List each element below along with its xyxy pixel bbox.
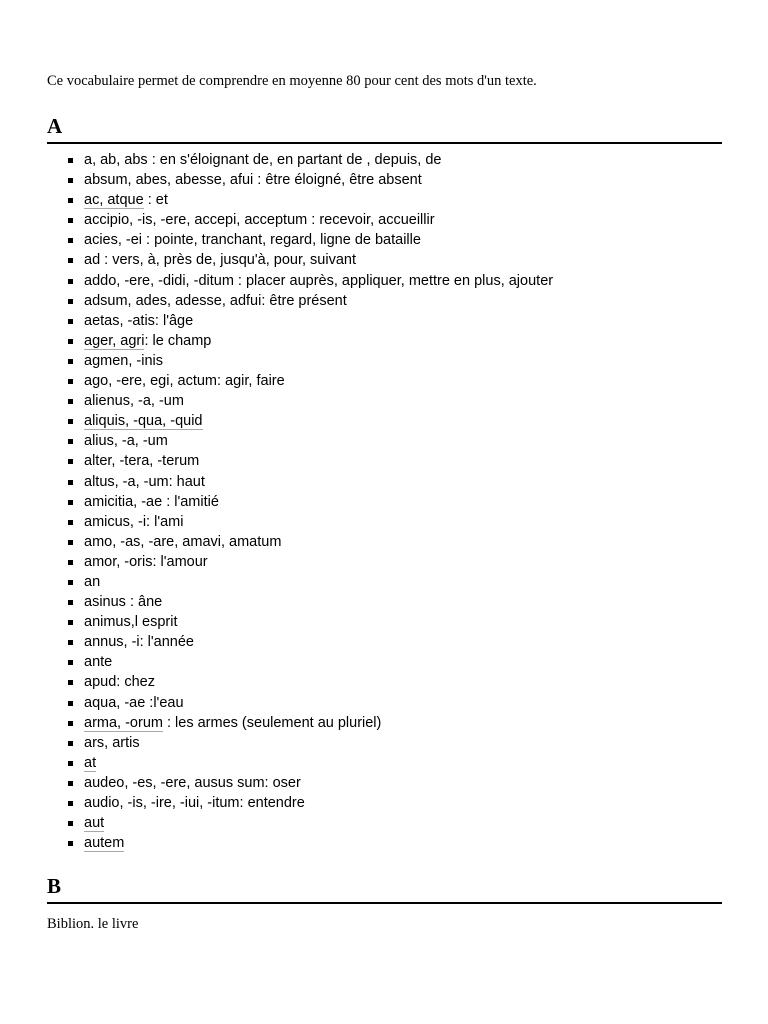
vocab-definition: audio, -is, -ire, -iui, -itum: entendre [84, 795, 305, 811]
vocab-item [47, 693, 553, 713]
intro-text: Ce vocabulaire permet de comprendre en moyenne 80 pour cent des mots d'un texte. [47, 73, 537, 89]
vocab-term-link[interactable]: arma, -orum [84, 714, 163, 731]
vocab-item [47, 672, 553, 692]
vocab-item [47, 311, 553, 331]
vocab-item [47, 773, 553, 793]
vocab-definition: agmen, -inis [84, 352, 163, 369]
vocab-definition: an [84, 573, 101, 590]
vocab-definition: ago, -ere, egi, actum: agir, faire [84, 373, 285, 390]
vocab-item [47, 351, 553, 371]
vocab-item [47, 552, 553, 572]
vocab-definition: absum, abes, abesse, afui : être éloigné, être absent [84, 172, 422, 189]
vocab-item [47, 632, 553, 652]
section-b-text: Biblion. le livre [47, 916, 139, 932]
vocab-item [47, 532, 553, 552]
vocab-item [47, 612, 553, 632]
vocab-definition: : le champ [144, 332, 212, 349]
vocab-definition: : les armes (seulement au pluriel) [162, 714, 382, 731]
vocab-term-link[interactable]: autem [84, 835, 125, 852]
vocab-definition: apud: chez [84, 674, 155, 691]
vocab-definition: : et [143, 192, 168, 209]
vocab-definition: acies, -ei : pointe, tranchant, regard, ligne de bataille [84, 232, 421, 249]
vocab-definition: ad : vers, à, près de, jusqu'à, pour, suivant [84, 252, 356, 269]
vocab-list-a [47, 150, 553, 853]
vocab-definition: animus,l esprit [84, 614, 178, 631]
vocab-definition: a, ab, abs : en s'éloignant de, en partant de , depuis, de [84, 152, 442, 168]
vocab-item [47, 411, 553, 431]
vocab-term-link[interactable]: ac, atque [84, 192, 144, 209]
vocab-item [47, 472, 553, 492]
vocab-definition: amicitia, -ae : l'amitié [84, 493, 219, 510]
section-heading-b: B [47, 874, 722, 904]
vocab-item [47, 813, 553, 833]
vocab-item [47, 331, 553, 351]
vocab-item [47, 492, 553, 512]
vocab-item [47, 170, 553, 190]
vocab-item [47, 371, 553, 391]
vocab-item [47, 572, 553, 592]
vocab-item [47, 713, 553, 733]
vocab-definition: amor, -oris: l'amour [84, 553, 208, 570]
vocab-item [47, 733, 553, 753]
vocab-item [47, 250, 553, 270]
vocab-definition: amicus, -i: l'ami [84, 513, 184, 530]
vocab-item [47, 753, 553, 773]
vocab-definition: annus, -i: l'année [84, 634, 194, 651]
vocab-item [47, 512, 553, 532]
vocab-definition: asinus : âne [84, 594, 163, 611]
vocab-definition: alius, -a, -um [84, 433, 168, 450]
section-heading-a: A [47, 114, 722, 144]
vocab-term-link[interactable]: aut [84, 815, 105, 832]
vocab-item [47, 230, 553, 250]
vocab-item [47, 271, 553, 291]
vocab-term-link[interactable]: ager, agri [84, 332, 145, 349]
vocab-definition: altus, -a, -um: haut [84, 473, 205, 490]
vocab-term-link[interactable]: at [84, 754, 97, 771]
vocab-term-link[interactable]: aliquis, -qua, -quid [84, 413, 203, 430]
vocab-definition: ante [84, 654, 113, 671]
vocab-item [47, 190, 553, 210]
vocab-definition: accipio, -is, -ere, accepi, acceptum : recevoir, accueillir [84, 212, 435, 229]
vocab-definition: ars, artis [84, 734, 140, 751]
vocab-item [47, 833, 553, 853]
vocab-definition: aetas, -atis: l'âge [84, 312, 194, 329]
vocab-item [47, 451, 553, 471]
vocab-definition: alter, -tera, -terum [84, 453, 200, 470]
vocab-definition: amo, -as, -are, amavi, amatum [84, 533, 282, 550]
vocab-item [47, 652, 553, 672]
vocab-definition: audeo, -es, -ere, ausus sum: oser [84, 774, 301, 791]
vocab-item [47, 391, 553, 411]
vocab-item [47, 291, 553, 311]
vocab-definition: adsum, ades, adesse, adfui: être présent [84, 292, 347, 309]
vocab-definition: addo, -ere, -didi, -ditum : placer auprès, appliquer, mettre en plus, ajouter [84, 272, 554, 289]
vocab-definition: alienus, -a, -um [84, 393, 184, 410]
vocab-definition: aqua, -ae :l'eau [84, 694, 184, 711]
vocab-item [47, 150, 553, 170]
vocab-item [47, 431, 553, 451]
vocab-item [47, 592, 553, 612]
vocab-item [47, 793, 553, 813]
vocab-item [47, 210, 553, 230]
